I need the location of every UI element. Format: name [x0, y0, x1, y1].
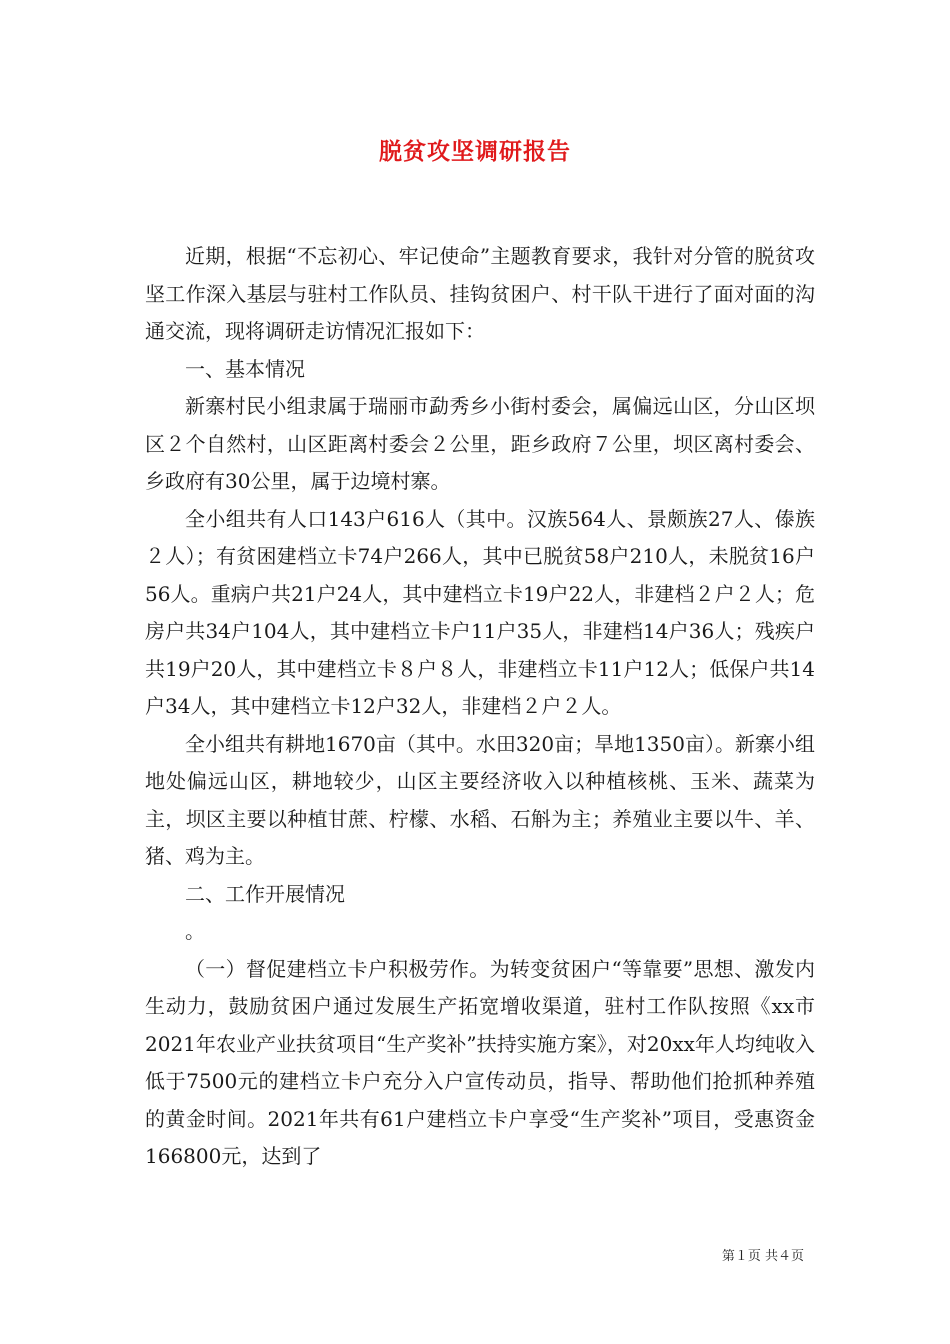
- paragraph-intro: 近期，根据“不忘初心、牢记使命”主题教育要求，我针对分管的脱贫攻坚工作深入基层与驻村工作队员、挂钩贫困户、村干队干进行了面对面的沟通交流，现将调研走访情况汇报如下：: [145, 244, 815, 343]
- paragraph-farmland: 全小组共有耕地1670亩（其中。水田320亩；旱地1350亩）。新寨小组地处偏远山区，耕地较少，山区主要经济收入以种植核桃、玉米、蔬菜为主，坝区主要以种植甘蔗、柠檬、水稻、石斛为主；养殖业主要以牛、羊、猪、鸡为主。: [145, 731, 815, 868]
- section-heading-basic: 一、基本情况: [185, 356, 305, 381]
- paragraph-population: 全小组共有人口143户616人（其中。汉族564人、景颇族27人、傣族２人）；有贫困建档立卡74户266人，其中已脱贫58户210人，未脱贫16户56人。重病户共21户24人，其中建档立卡19户22人，非建档２户２人；危房户共34户104人，其中建档立卡户11户35人，非建档14户36人；残疾户共19户20人，其中建档立卡８户８人，非建档立卡11户12人；低保户共14户34人，其中建档立卡12户32人，非建档２户２人。: [145, 506, 815, 718]
- document-title: 脱贫攻坚调研报告: [379, 138, 571, 165]
- paragraph-subsection-1: （一）督促建档立卡户积极劳作。为转变贫困户“等靠要”思想、激发内生动力，鼓励贫困户通过发展生产拓宽增收渠道，驻村工作队按照《xx市2021年农业产业扶贫项目“生产奖补”扶持实施方案》，对20xx年人均纯收入低于7500元的建档立卡户充分入户宣传动员，指导、帮助他们抢抓种养殖的黄金时间。2021年共有61户建档立卡户享受“生产奖补”项目，受惠资金166800元，达到了: [145, 956, 815, 1168]
- paragraph-stray-mark: 。: [185, 919, 205, 943]
- section-heading-work: 二、工作开展情况: [185, 881, 345, 906]
- paragraph-location: 新寨村民小组隶属于瑞丽市勐秀乡小街村委会，属偏远山区，分山区坝区２个自然村，山区距离村委会２公里，距乡政府７公里，坝区离村委会、乡政府有30公里，属于边境村寨。: [145, 394, 815, 493]
- page-number: 第１页 共４页: [721, 1249, 804, 1264]
- document-body: [145, 238, 815, 1176]
